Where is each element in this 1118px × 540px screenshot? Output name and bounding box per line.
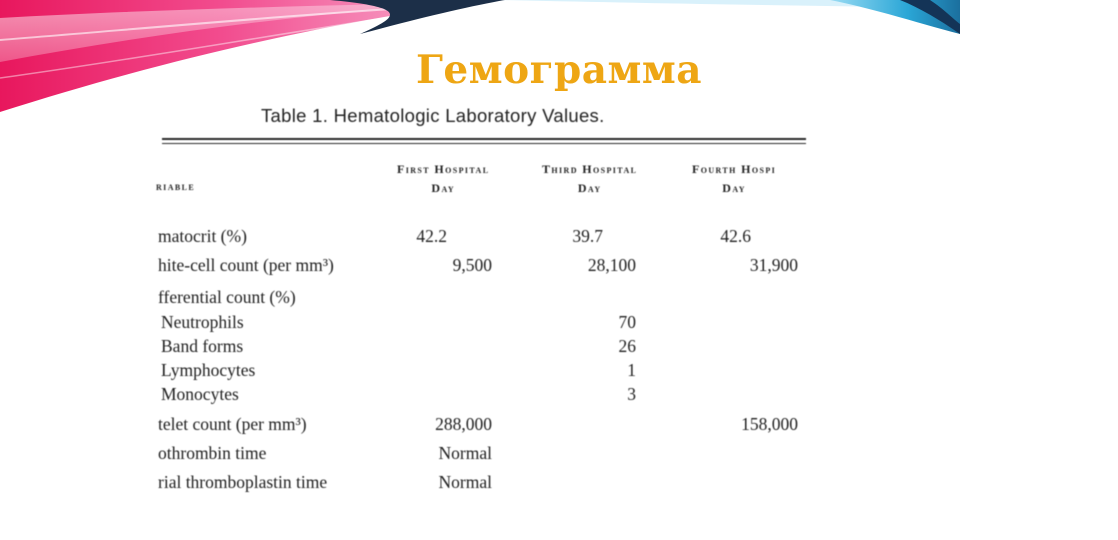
cell-first-day: 42.2 (416, 226, 447, 246)
header-third-day-line2: Day (577, 181, 602, 195)
cell-third-day: 28,100 (587, 255, 636, 275)
header-first-day (397, 160, 489, 198)
table-row (162, 384, 806, 409)
cell-third-day: 70 (618, 312, 636, 332)
table-row (158, 255, 806, 280)
row-label: Band forms (161, 336, 244, 356)
cell-fourth-day: 158,000 (741, 414, 798, 434)
table-row (158, 287, 806, 312)
table-row (162, 360, 806, 385)
header-variable: riable (156, 179, 196, 193)
row-label: Neutrophils (161, 312, 244, 332)
table-caption: Table 1. Hematologic Laboratory Values. (261, 105, 605, 126)
cell-fourth-day: 31,900 (749, 255, 798, 275)
row-label: rial thromboplastin time (158, 472, 328, 492)
cell-third-day: 26 (618, 336, 636, 356)
cell-third-day: 39.7 (572, 226, 603, 246)
table-row (158, 443, 806, 468)
header-third-day (542, 160, 637, 198)
cell-first-day: 288,000 (435, 414, 492, 434)
slide-title: Гемограмма (415, 47, 703, 93)
row-label: telet count (per mm³) (158, 414, 307, 434)
top-rule-thin (162, 143, 806, 144)
header-fourth-day-line1: Fourth Hospi (692, 162, 777, 176)
top-rule (162, 138, 806, 140)
header-fourth-day-line2: Day (722, 181, 746, 195)
table-scan-image (156, 104, 806, 492)
table-row (158, 472, 806, 497)
cell-first-day: Normal (438, 472, 492, 492)
table-row (162, 336, 806, 361)
row-label: Monocytes (161, 384, 239, 404)
cell-third-day: 1 (627, 360, 636, 380)
table-row (162, 312, 806, 337)
header-first-day-line2: Day (431, 181, 456, 195)
row-label: fferential count (%) (158, 287, 296, 307)
cell-third-day: 3 (627, 384, 636, 404)
table-row (158, 226, 806, 251)
cell-first-day: 9,500 (452, 255, 492, 275)
header-fourth-day (692, 160, 776, 198)
cell-first-day: Normal (438, 443, 492, 463)
row-label: matocrit (%) (158, 226, 247, 246)
row-label: othrombin time (158, 443, 267, 463)
header-third-day-line1: Third Hospital (542, 162, 638, 176)
cell-fourth-day: 42.6 (720, 226, 751, 246)
row-label: Lymphocytes (161, 360, 256, 380)
row-label: hite-cell count (per mm³) (158, 255, 334, 275)
header-first-day-line1: First Hospital (397, 162, 490, 176)
table-row (158, 414, 806, 439)
